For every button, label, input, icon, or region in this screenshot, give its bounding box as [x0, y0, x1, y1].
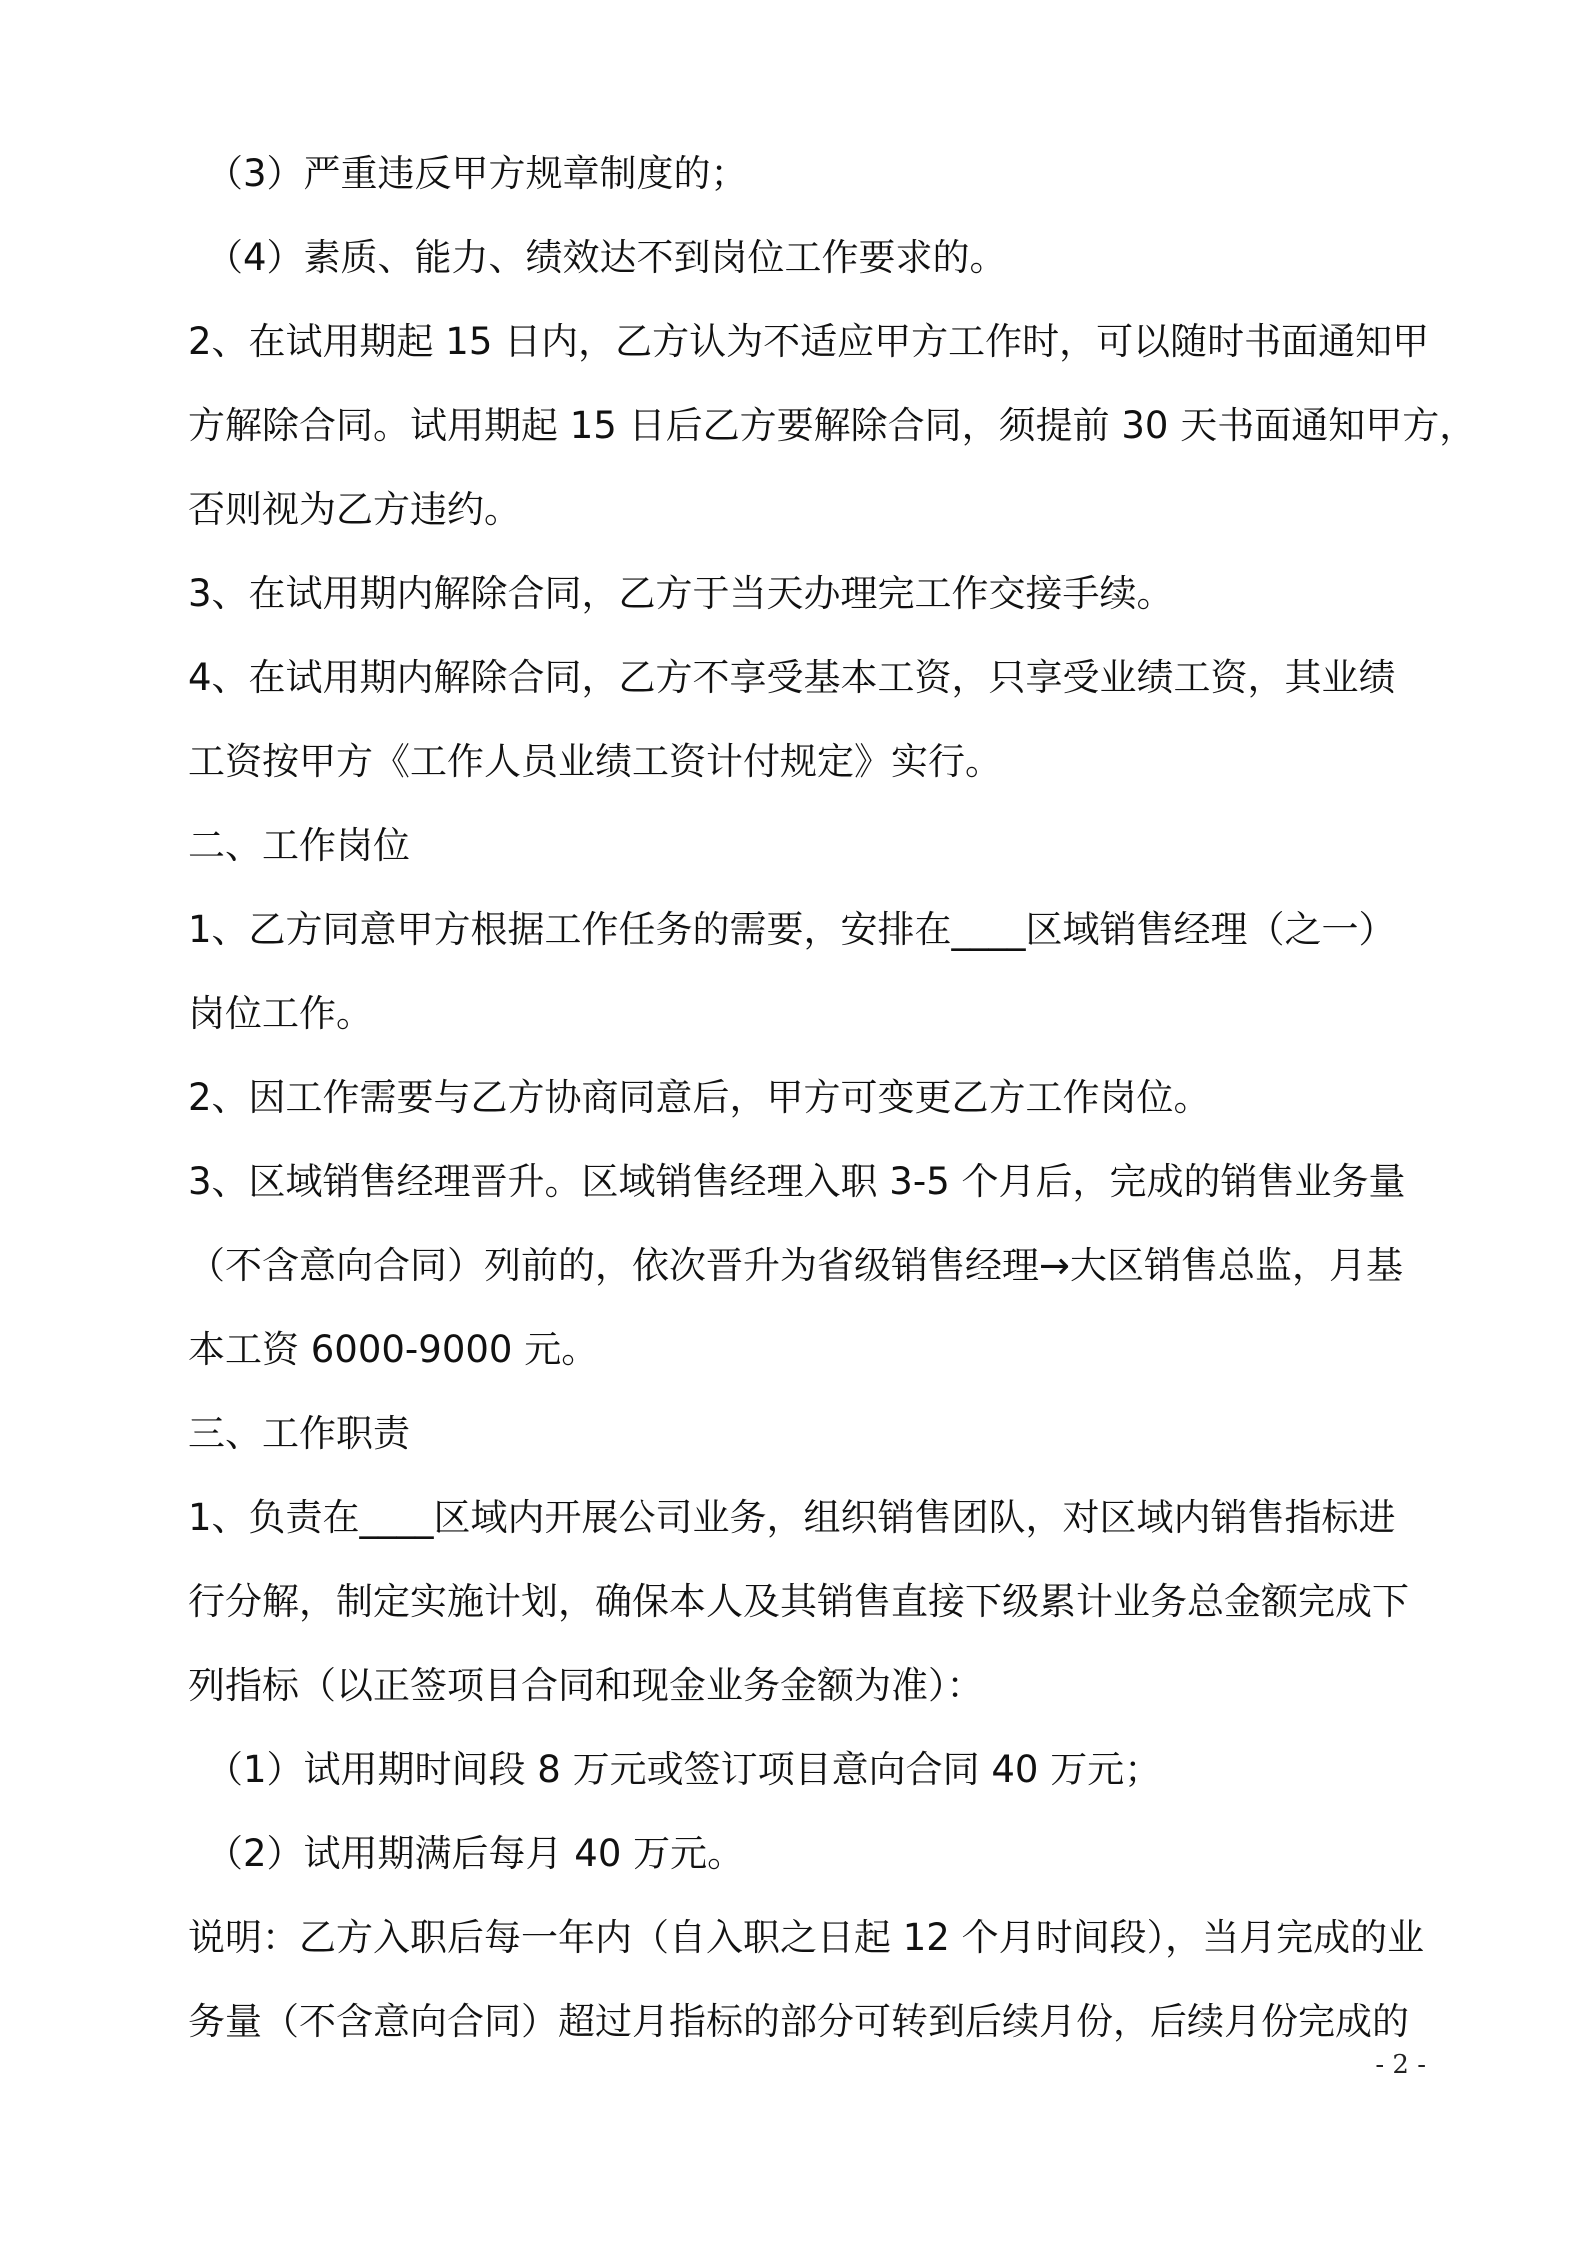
paragraph-line: 方解除合同。试用期起 15 日后乙方要解除合同，须提前 30 天书面通知甲方， — [188, 404, 1477, 447]
section-heading-job-duties: 三、工作职责 — [188, 1412, 410, 1455]
paragraph-line: 列指标（以正签项目合同和现金业务金额为准）： — [188, 1664, 984, 1707]
paragraph-line: 岗位工作。 — [188, 992, 373, 1035]
paragraph-line: 本工资 6000-9000 元。 — [188, 1328, 599, 1371]
paragraph-line: 1、乙方同意甲方根据工作任务的需要，安排在____区域销售经理（之一） — [188, 908, 1396, 951]
paragraph-line: （不含意向合同）列前的，依次晋升为省级销售经理→大区销售总监，月基 — [188, 1244, 1403, 1287]
note-line: 说明：乙方入职后每一年内（自入职之日起 12 个月时间段），当月完成的业 — [188, 1916, 1425, 1959]
target-item-1: （1）试用期时间段 8 万元或签订项目意向合同 40 万元； — [206, 1748, 1162, 1791]
paragraph-line: 3、在试用期内解除合同，乙方于当天办理完工作交接手续。 — [188, 572, 1174, 615]
page-number: - 2 - — [1375, 2050, 1426, 2080]
section-heading-job-position: 二、工作岗位 — [188, 824, 410, 867]
target-item-2: （2）试用期满后每月 40 万元。 — [206, 1832, 745, 1875]
paragraph-line: 3、区域销售经理晋升。区域销售经理入职 3-5 个月后，完成的销售业务量 — [188, 1160, 1406, 1203]
paragraph-line: 2、在试用期起 15 日内，乙方认为不适应甲方工作时，可以随时书面通知甲 — [188, 320, 1430, 363]
clause-item-4: （4）素质、能力、绩效达不到岗位工作要求的。 — [206, 236, 1007, 279]
paragraph-line: 行分解，制定实施计划，确保本人及其销售直接下级累计业务总金额完成下 — [188, 1580, 1409, 1623]
paragraph-line: 工资按甲方《工作人员业绩工资计付规定》实行。 — [188, 740, 1002, 783]
paragraph-line: 4、在试用期内解除合同，乙方不享受基本工资，只享受业绩工资，其业绩 — [188, 656, 1396, 699]
paragraph-line: 1、负责在____区域内开展公司业务，组织销售团队，对区域内销售指标进 — [188, 1496, 1396, 1539]
note-line: 务量（不含意向合同）超过月指标的部分可转到后续月份，后续月份完成的 — [188, 2000, 1409, 2043]
paragraph-line: 2、因工作需要与乙方协商同意后，甲方可变更乙方工作岗位。 — [188, 1076, 1211, 1119]
clause-item-3: （3）严重违反甲方规章制度的； — [206, 152, 748, 195]
paragraph-line: 否则视为乙方违约。 — [188, 488, 521, 531]
